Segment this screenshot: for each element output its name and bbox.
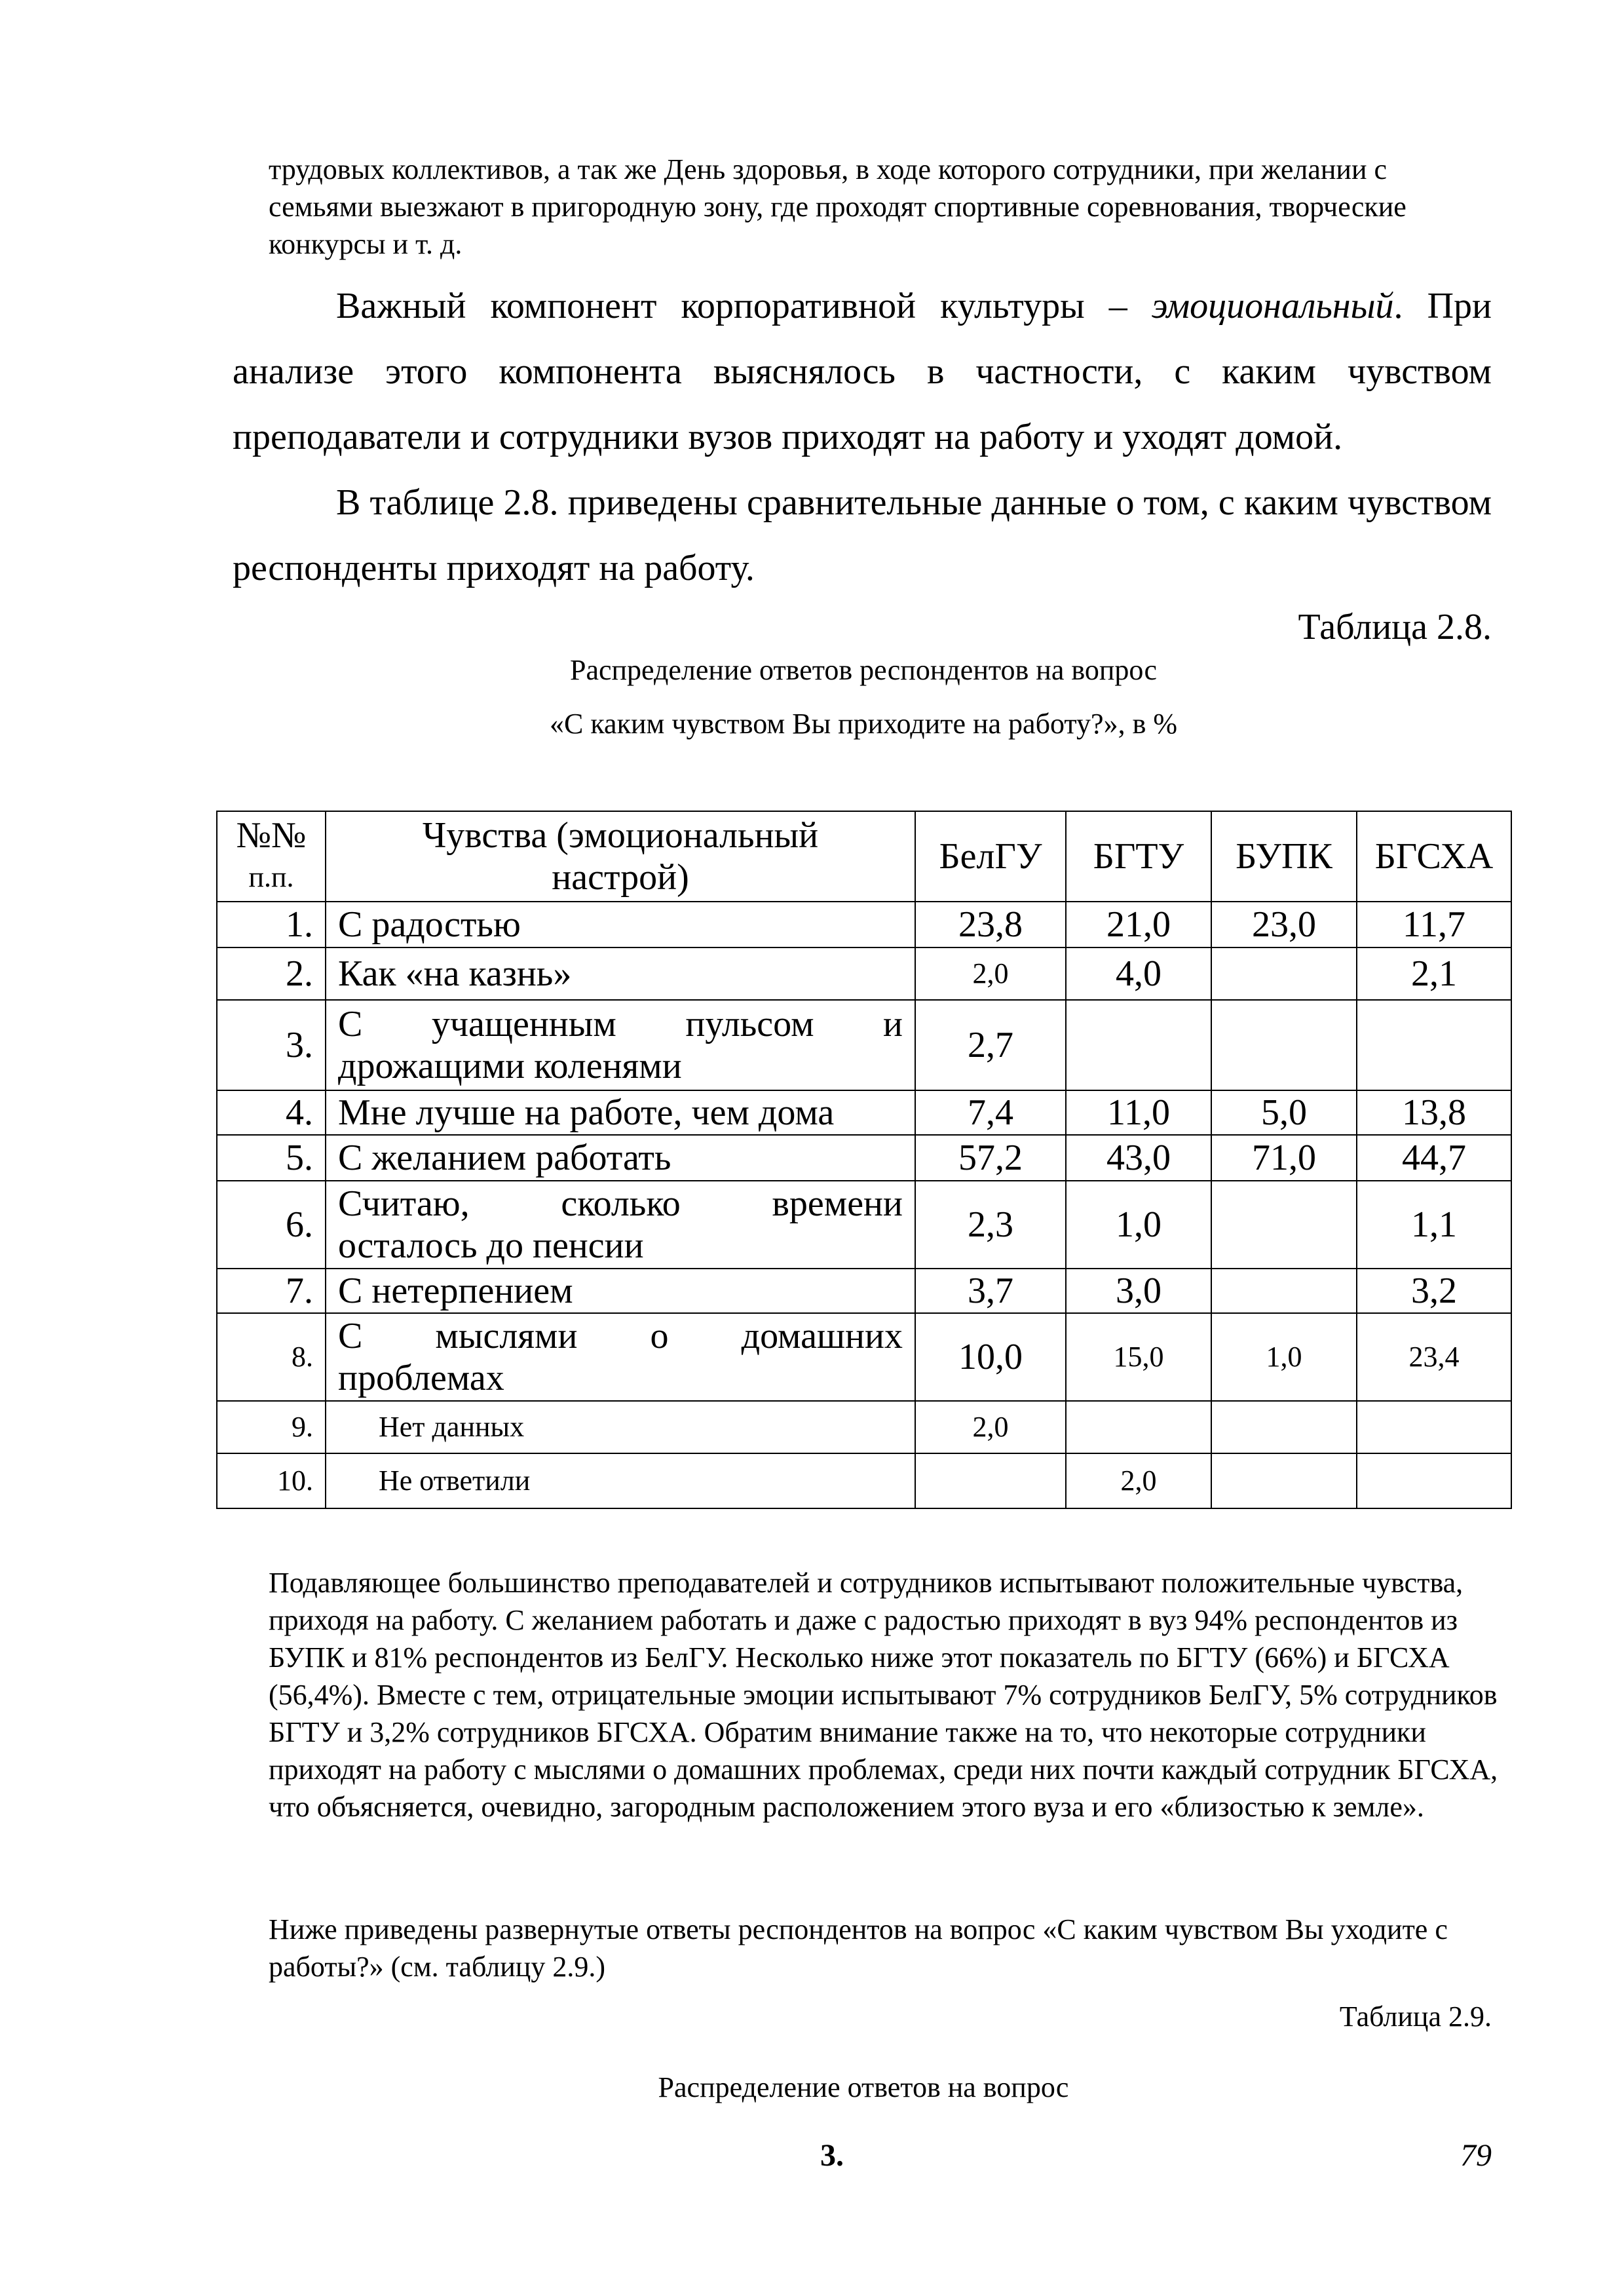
paragraph-emotional-component bbox=[233, 273, 1492, 470]
row-feeling: Мне лучше на работе, чем дома bbox=[326, 1090, 915, 1135]
cell-bgsha: 44,7 bbox=[1357, 1135, 1511, 1181]
cell-bgsha bbox=[1357, 1000, 1511, 1090]
table-row bbox=[217, 1135, 1511, 1181]
cell-belgu: 7,4 bbox=[915, 1090, 1066, 1135]
header-feelings-line1: Чувства (эмоциональный bbox=[422, 815, 819, 856]
row-feeling-line2: дрожащими коленями bbox=[338, 1046, 682, 1086]
header-bgtu: БГТУ bbox=[1066, 811, 1211, 902]
header-number-line1: №№ bbox=[236, 815, 307, 856]
table-row bbox=[217, 1269, 1511, 1313]
table-header-row bbox=[217, 811, 1511, 902]
row-feeling bbox=[326, 1000, 915, 1090]
header-belgu: БелГУ bbox=[915, 811, 1066, 902]
cell-bgsha: 3,2 bbox=[1357, 1269, 1511, 1313]
cell-bupk bbox=[1211, 1269, 1357, 1313]
row-feeling-line2: проблемах bbox=[338, 1358, 504, 1398]
row-number: 4. bbox=[217, 1090, 326, 1135]
table-row bbox=[217, 1401, 1511, 1453]
header-number bbox=[217, 811, 326, 902]
table-label: Таблица 2.8. bbox=[1298, 607, 1492, 647]
paragraph-emotional-text-end: . При анализе этого компонента выяснялось в частности, с каким чувством преподаватели и сотрудники вузов приходят на работу и уходят домой. bbox=[233, 286, 1492, 457]
row-number: 10. bbox=[217, 1453, 326, 1508]
table-row bbox=[217, 1181, 1511, 1269]
row-feeling: Не ответили bbox=[326, 1453, 915, 1508]
table-row bbox=[217, 1090, 1511, 1135]
row-number: 1. bbox=[217, 902, 326, 947]
cell-bupk bbox=[1211, 1453, 1357, 1508]
cell-belgu: 2,7 bbox=[915, 1000, 1066, 1090]
header-feelings-line2: настрой) bbox=[552, 857, 689, 898]
table-row bbox=[217, 1453, 1511, 1508]
cell-bgtu bbox=[1066, 1401, 1211, 1453]
cell-bgsha: 11,7 bbox=[1357, 902, 1511, 947]
cell-belgu: 10,0 bbox=[915, 1313, 1066, 1401]
footer-marker: 3. bbox=[820, 2138, 844, 2173]
cell-bupk bbox=[1211, 947, 1357, 1000]
cell-bupk: 23,0 bbox=[1211, 902, 1357, 947]
cell-bgtu: 43,0 bbox=[1066, 1135, 1211, 1181]
table-row bbox=[217, 1000, 1511, 1090]
cell-bgtu: 15,0 bbox=[1066, 1313, 1211, 1401]
row-feeling bbox=[326, 1181, 915, 1269]
row-feeling-line1: С мыслями о домашних bbox=[338, 1316, 903, 1356]
row-number: 6. bbox=[217, 1181, 326, 1269]
row-feeling: С желанием работать bbox=[326, 1135, 915, 1181]
paragraph-next-table: Ниже приведены развернутые ответы респондентов на вопрос «С каким чувством Вы уходите с работы?» (см. таблицу 2.9.) bbox=[269, 1913, 1448, 1983]
row-number: 7. bbox=[217, 1269, 326, 1313]
cell-belgu: 2,0 bbox=[915, 947, 1066, 1000]
cell-belgu: 2,0 bbox=[915, 1401, 1066, 1453]
cell-bgtu: 2,0 bbox=[1066, 1453, 1211, 1508]
cell-bgsha: 23,4 bbox=[1357, 1313, 1511, 1401]
cell-bupk: 1,0 bbox=[1211, 1313, 1357, 1401]
row-feeling: Нет данных bbox=[326, 1401, 915, 1453]
cell-bgtu: 1,0 bbox=[1066, 1181, 1211, 1269]
cell-bupk bbox=[1211, 1181, 1357, 1269]
table-caption-line1: Распределение ответов респондентов на вопрос bbox=[569, 654, 1158, 686]
row-feeling-line1: С учащенным пульсом и bbox=[338, 1004, 903, 1044]
row-feeling: С радостью bbox=[326, 902, 915, 947]
row-number: 5. bbox=[217, 1135, 326, 1181]
intro-paragraph: трудовых коллективов, а так же День здоровья, в ходе которого сотрудники, при желании с семьями выезжают в пригородную зону, где проходят спортивные соревнования, творческие конкурсы и т. д. bbox=[269, 153, 1407, 260]
cell-bgtu: 3,0 bbox=[1066, 1269, 1211, 1313]
row-feeling-line2: осталось до пенсии bbox=[338, 1225, 644, 1266]
table-row bbox=[217, 902, 1511, 947]
row-number: 8. bbox=[217, 1313, 326, 1401]
row-number: 9. bbox=[217, 1401, 326, 1453]
header-bgsha: БГСХА bbox=[1357, 811, 1511, 902]
cell-bupk bbox=[1211, 1000, 1357, 1090]
page-number: 79 bbox=[1460, 2138, 1492, 2173]
cell-bgtu bbox=[1066, 1000, 1211, 1090]
table-row bbox=[217, 947, 1511, 1000]
cell-bgsha: 13,8 bbox=[1357, 1090, 1511, 1135]
paragraph-table-intro: В таблице 2.8. приведены сравнительные данные о том, с каким чувством респонденты приходят на работу. bbox=[233, 482, 1492, 588]
emphasis-emotional: эмоциональный bbox=[1151, 286, 1394, 326]
cell-bgtu: 11,0 bbox=[1066, 1090, 1211, 1135]
header-bupk: БУПК bbox=[1211, 811, 1357, 902]
cell-bgtu: 4,0 bbox=[1066, 947, 1211, 1000]
row-number: 3. bbox=[217, 1000, 326, 1090]
row-feeling: С нетерпением bbox=[326, 1269, 915, 1313]
cell-belgu bbox=[915, 1453, 1066, 1508]
paragraph-emotional-text-start: Важный компонент корпоративной культуры – bbox=[336, 286, 1152, 326]
cell-bupk: 5,0 bbox=[1211, 1090, 1357, 1135]
table2-label: Таблица 2.9. bbox=[1339, 2000, 1492, 2033]
paragraph-analysis: Подавляющее большинство преподавателей и сотрудников испытывают положительные чувства, приходя на работу. С желанием работать и даже с радостью приходят в вуз 94% респондентов из БУПК и 81% респондентов из БелГУ. Несколько ниже этот показатель по БГТУ (66%) и БГСХА (56,4%). Вместе с тем, отрицательные эмоции испытывают 7% сотрудников БелГУ, 5% сотрудников БГТУ и 3,2% сотрудников БГСХА. Обратим внимание также на то, что некоторые сотрудники приходят на работу с мыслями о домашних проблемах, среди них почти каждый сотрудник БГСХА, что объясняется, очевидно, загородным расположением этого вуза и его «близостью к земле». bbox=[269, 1567, 1498, 1823]
header-number-line2: п.п. bbox=[248, 861, 294, 893]
cell-belgu: 3,7 bbox=[915, 1269, 1066, 1313]
row-feeling: Как «на казнь» bbox=[326, 947, 915, 1000]
cell-bgsha: 2,1 bbox=[1357, 947, 1511, 1000]
header-feelings bbox=[326, 811, 915, 902]
cell-belgu: 57,2 bbox=[915, 1135, 1066, 1181]
cell-bgsha bbox=[1357, 1401, 1511, 1453]
cell-belgu: 23,8 bbox=[915, 902, 1066, 947]
cell-bupk bbox=[1211, 1401, 1357, 1453]
row-number: 2. bbox=[217, 947, 326, 1000]
cell-bgsha: 1,1 bbox=[1357, 1181, 1511, 1269]
feelings-table bbox=[216, 811, 1512, 1509]
cell-bgtu: 21,0 bbox=[1066, 902, 1211, 947]
table-caption-line2: «С каким чувством Вы приходите на работу?», в % bbox=[549, 708, 1177, 740]
cell-bgsha bbox=[1357, 1453, 1511, 1508]
table-row bbox=[217, 1313, 1511, 1401]
cell-belgu: 2,3 bbox=[915, 1181, 1066, 1269]
row-feeling-line1: Считаю, сколько времени bbox=[338, 1183, 903, 1224]
cell-bupk: 71,0 bbox=[1211, 1135, 1357, 1181]
table2-caption: Распределение ответов на вопрос bbox=[658, 2071, 1069, 2103]
row-feeling bbox=[326, 1313, 915, 1401]
